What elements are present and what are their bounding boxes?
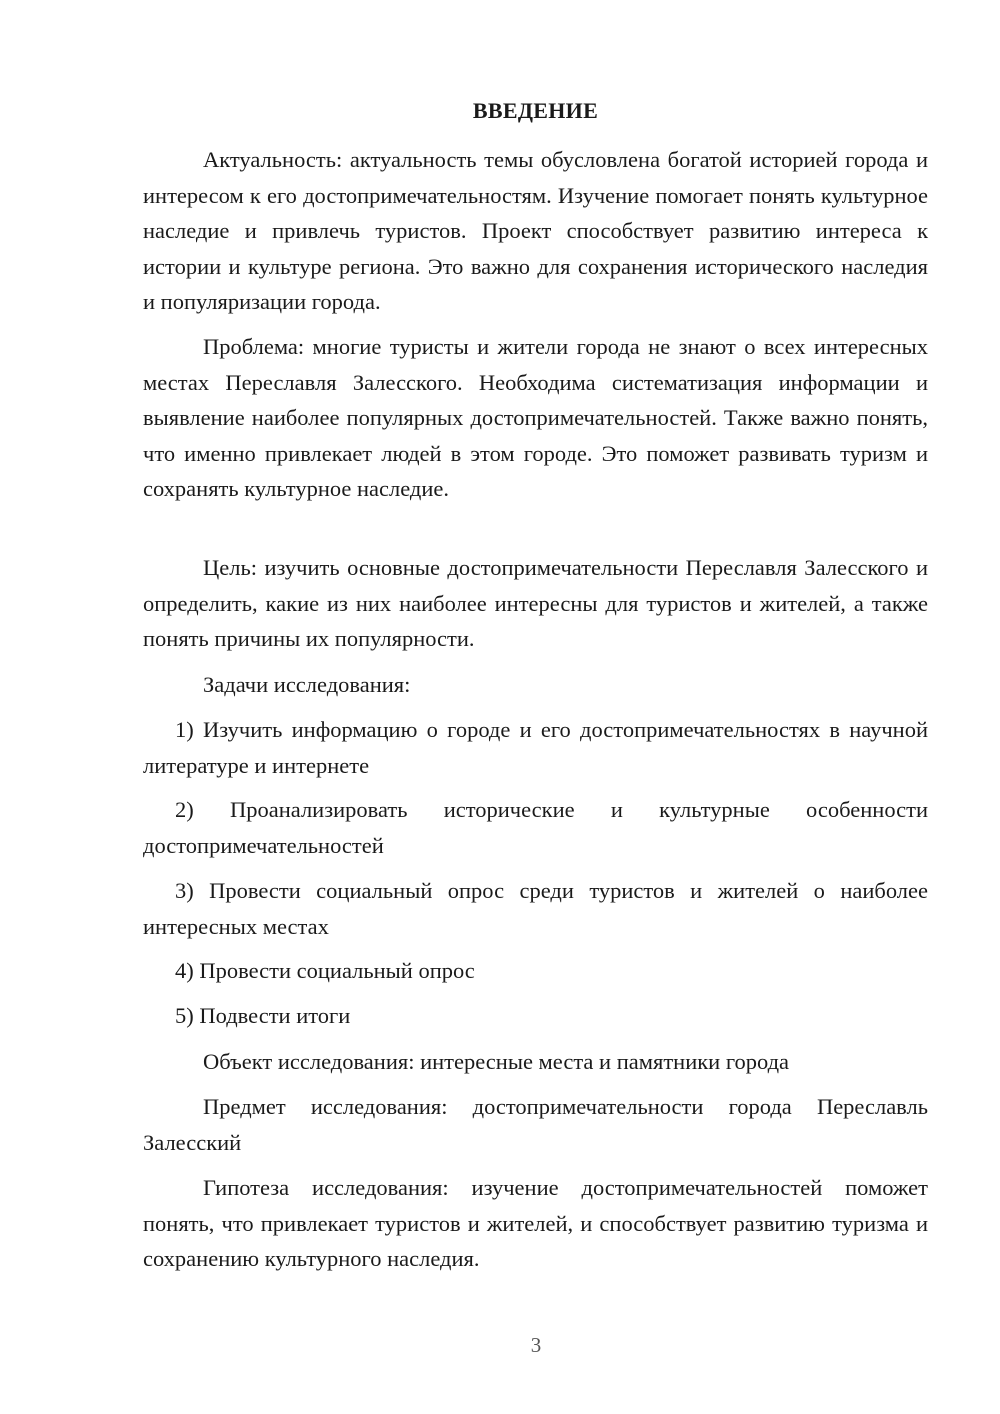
task-item-5: 5) Подвести итоги <box>175 1003 351 1028</box>
task-item-3: 3) Провести социальный опрос среди туристов и жителей о наиболее интересных местах <box>143 878 928 939</box>
research-object: Объект исследования: интересные места и памятники города <box>203 1049 790 1074</box>
task-item-2: 2) Проанализировать исторические и культурные особенности достопримечательностей <box>143 797 928 858</box>
goal-paragraph: Цель: изучить основные достопримечательности Переславля Залесского и определить, какие из них наиболее интересны для туристов и жителей, а также понять причины их популярности. <box>143 555 928 651</box>
tasks-heading: Задачи исследования: <box>203 672 411 697</box>
research-hypothesis: Гипотеза исследования: изучение достопримечательностей поможет понять, что привлекает туристов и жителей, и способствует развитию туризма и сохранению культурного наследия. <box>143 1175 928 1271</box>
relevance-paragraph: Актуальность: актуальность темы обусловлена богатой историей города и интересом к его достопримечательностям. Изучение помогает понять культурное наследие и привлечь туристов. Проект способствует развитию интереса к истории и культуре региона. Это важно для сохранения исторического наследия и популяризации города. <box>143 147 928 314</box>
research-subject: Предмет исследования: достопримечательности города Переславль Залесский <box>143 1094 928 1155</box>
task-item-4: 4) Провести социальный опрос <box>175 958 475 983</box>
page-number: 3 <box>530 1333 542 1357</box>
problem-paragraph: Проблема: многие туристы и жители города не знают о всех интересных местах Переславля Залесского. Необходима систематизация информации и выявление наиболее популярных достопримечательностей. Также важно понять, что именно привлекает людей в этом городе. Это поможет развивать туризм и сохранять культурное наследие. <box>143 334 928 501</box>
section-heading: ВВЕДЕНИЕ <box>472 98 599 123</box>
task-item-1: 1) Изучить информацию о городе и его достопримечательностях в научной литературе и интернете <box>143 717 928 778</box>
